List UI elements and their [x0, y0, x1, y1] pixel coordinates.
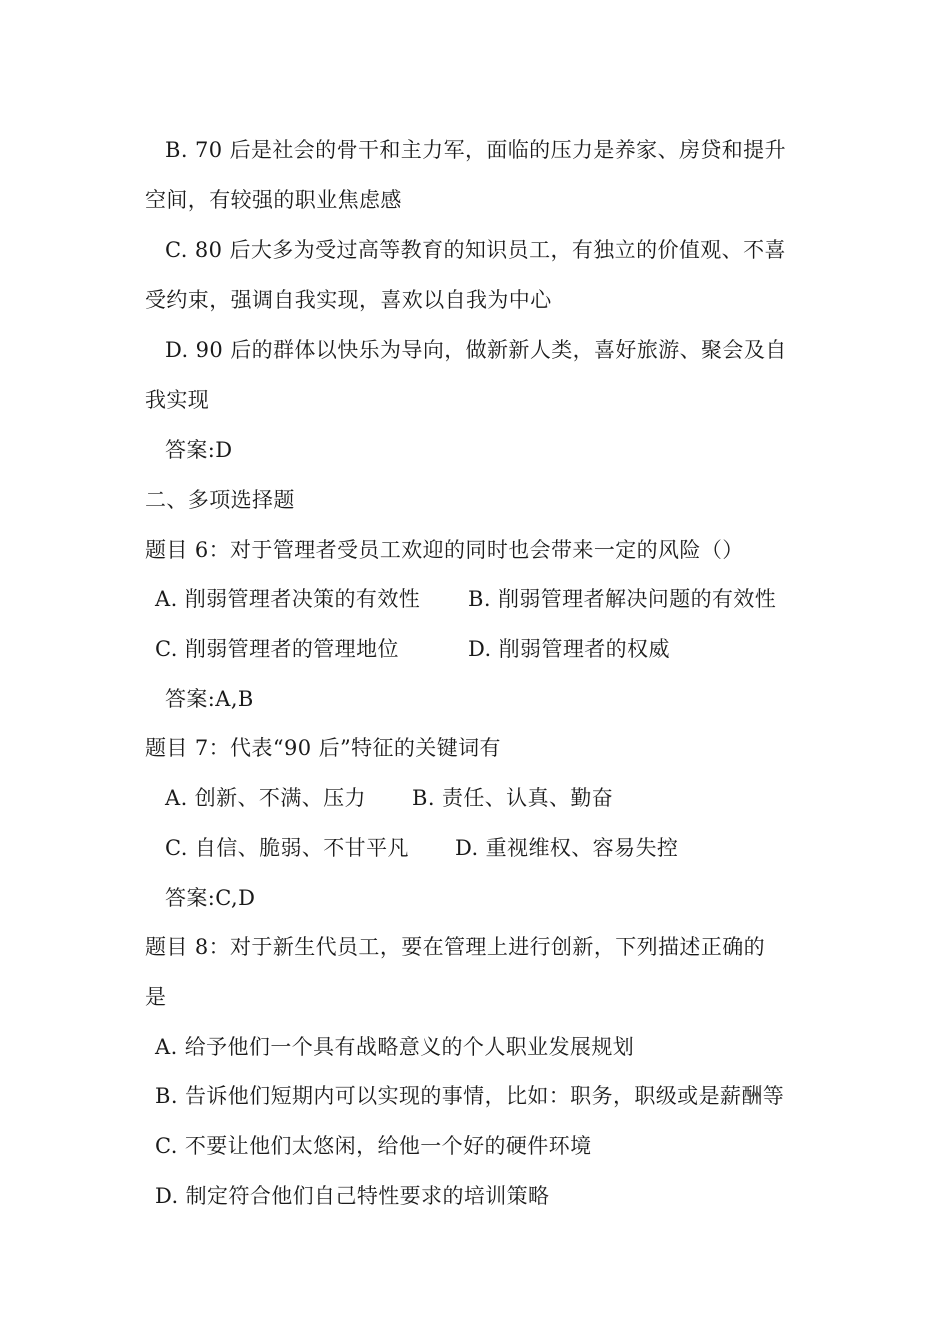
q8-option-d: D. 制定符合他们自己特性要求的培训策略: [155, 1184, 550, 1208]
q6-option-b: B. 削弱管理者解决问题的有效性: [468, 587, 777, 611]
q8-option-b: B. 告诉他们短期内可以实现的事情，比如：职务，职级或是薪酬等: [155, 1084, 785, 1108]
option-b-line2: 空间，有较强的职业焦虑感: [145, 188, 402, 212]
q7-option-d: D. 重视维权、容易失控: [455, 836, 679, 860]
q8-option-a: A. 给予他们一个具有战略意义的个人职业发展规划: [155, 1035, 635, 1059]
prev-answer: 答案:D: [165, 438, 233, 462]
q8-stem-line2: 是: [145, 985, 167, 1009]
q7-stem: 题目 7：代表“90 后”特征的关键词有: [145, 736, 501, 760]
q6-option-a: A. 削弱管理者决策的有效性: [155, 587, 421, 611]
q8-option-c: C. 不要让他们太悠闲，给他一个好的硬件环境: [155, 1134, 592, 1158]
q7-answer: 答案:C,D: [165, 886, 256, 910]
option-d-line1: D. 90 后的群体以快乐为导向，做新新人类，喜好旅游、聚会及自: [165, 338, 787, 362]
q6-stem: 题目 6：对于管理者受员工欢迎的同时也会带来一定的风险（）: [145, 538, 744, 562]
q6-option-c: C. 削弱管理者的管理地位: [155, 637, 399, 661]
q7-option-a: A. 创新、不满、压力: [165, 786, 366, 810]
q6-answer: 答案:A,B: [165, 687, 254, 711]
q6-option-d: D. 削弱管理者的权威: [468, 637, 670, 661]
option-c-line2: 受约束，强调自我实现，喜欢以自我为中心: [145, 288, 552, 312]
q7-option-c: C. 自信、脆弱、不甘平凡: [165, 836, 409, 860]
option-b-line1: B. 70 后是社会的骨干和主力军，面临的压力是养家、房贷和提升: [165, 138, 786, 162]
q8-stem-line1: 题目 8：对于新生代员工，要在管理上进行创新，下列描述正确的: [145, 935, 766, 959]
option-c-line1: C. 80 后大多为受过高等教育的知识员工，有独立的价值观、不喜: [165, 238, 786, 262]
section-heading: 二、多项选择题: [145, 488, 295, 512]
q7-option-b: B. 责任、认真、勤奋: [412, 786, 614, 810]
option-d-line2: 我实现: [145, 388, 210, 412]
